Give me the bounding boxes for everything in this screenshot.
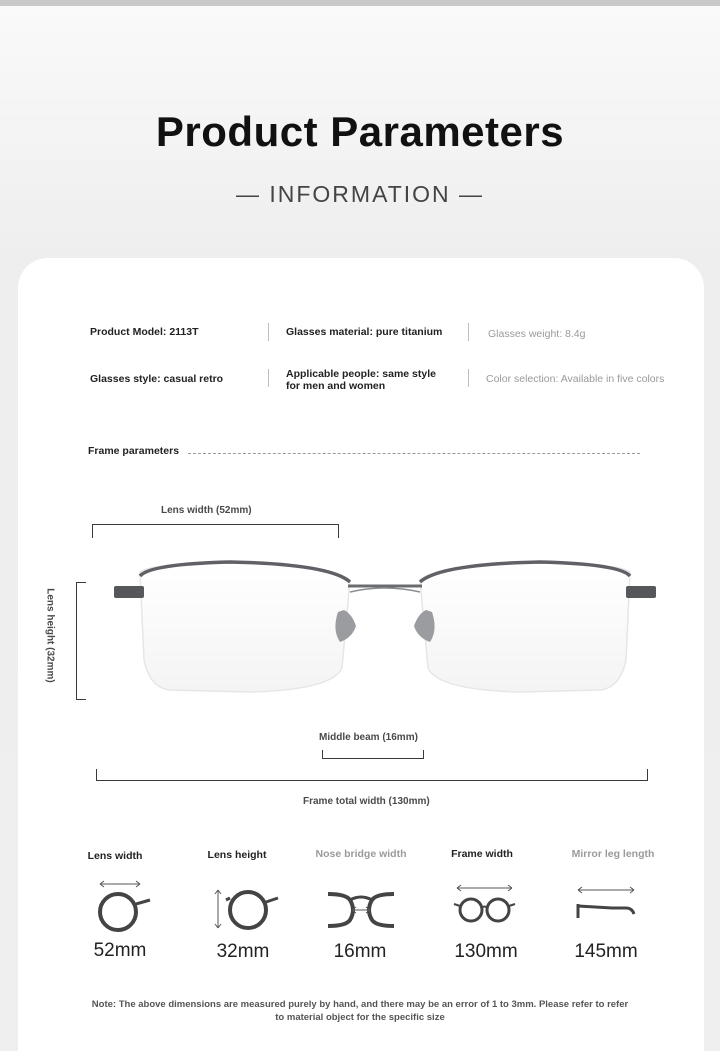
- page-title: Product Parameters: [155, 108, 565, 155]
- frame-width-value: 130mm: [454, 941, 518, 962]
- color-selection: Color selection: Available in five colors: [486, 373, 665, 385]
- mirror-leg-value: 145mm: [574, 941, 638, 962]
- applicable-people-line2: for men and women: [286, 380, 386, 392]
- mirror-leg-col-label: Mirror leg length: [571, 848, 655, 860]
- glasses-front-illustration: [110, 550, 660, 700]
- nose-bridge-col-label: Nose bridge width: [315, 848, 407, 860]
- top-bar: [0, 0, 720, 6]
- lens-width-value: 52mm: [93, 940, 147, 961]
- left-nose-pad: [335, 610, 356, 642]
- applicable-people-line1: Applicable people: same style: [286, 368, 436, 380]
- lens-width-col-label: Lens width: [87, 850, 143, 862]
- divider: [268, 323, 269, 341]
- left-lens: [140, 562, 350, 692]
- glasses-style: Glasses style: casual retro: [90, 373, 224, 385]
- middle-beam-bracket: [322, 750, 424, 759]
- lens-width-bracket: [92, 524, 339, 538]
- divider: [268, 369, 269, 387]
- note-line2: to material object for the specific size: [275, 1012, 445, 1023]
- middle-beam-label: Middle beam (16mm): [319, 732, 418, 743]
- note-line1: Note: The above dimensions are measured purely by hand, and there may be an error of 1 to 3mm. Please refer to refer: [91, 999, 629, 1010]
- lens-height-label: Lens height (32mm): [44, 588, 56, 683]
- nose-bridge-icon: [326, 886, 396, 934]
- total-width-bracket: [96, 769, 648, 781]
- product-model: Product Model: 2113T: [90, 326, 199, 338]
- divider: [468, 323, 469, 341]
- lens-height-bracket: [76, 582, 86, 700]
- lens-height-icon: [212, 886, 282, 934]
- total-width-label: Frame total width (130mm): [303, 796, 430, 807]
- dashed-divider: [188, 453, 640, 454]
- lens-height-col-label: Lens height: [207, 849, 267, 861]
- lens-width-icon: [94, 878, 154, 934]
- lens-width-label: Lens width (52mm): [161, 505, 252, 516]
- frame-parameters-label: Frame parameters: [88, 445, 180, 457]
- temple-length-icon: [572, 884, 640, 924]
- right-lens: [420, 562, 630, 692]
- disclaimer-note: [40, 998, 680, 1024]
- nose-bridge-value: 16mm: [333, 941, 387, 962]
- right-hinge: [626, 586, 656, 598]
- frame-width-col-label: Frame width: [451, 848, 513, 860]
- right-nose-pad: [414, 610, 435, 642]
- glasses-material: Glasses material: pure titanium: [286, 326, 443, 338]
- applicable-people: [286, 368, 436, 392]
- frame-width-icon: [452, 882, 518, 926]
- page-subtitle: — INFORMATION —: [235, 181, 485, 207]
- left-hinge: [114, 586, 144, 598]
- glasses-weight: Glasses weight: 8.4g: [488, 328, 586, 340]
- lens-height-value: 32mm: [216, 941, 270, 962]
- divider: [468, 369, 469, 387]
